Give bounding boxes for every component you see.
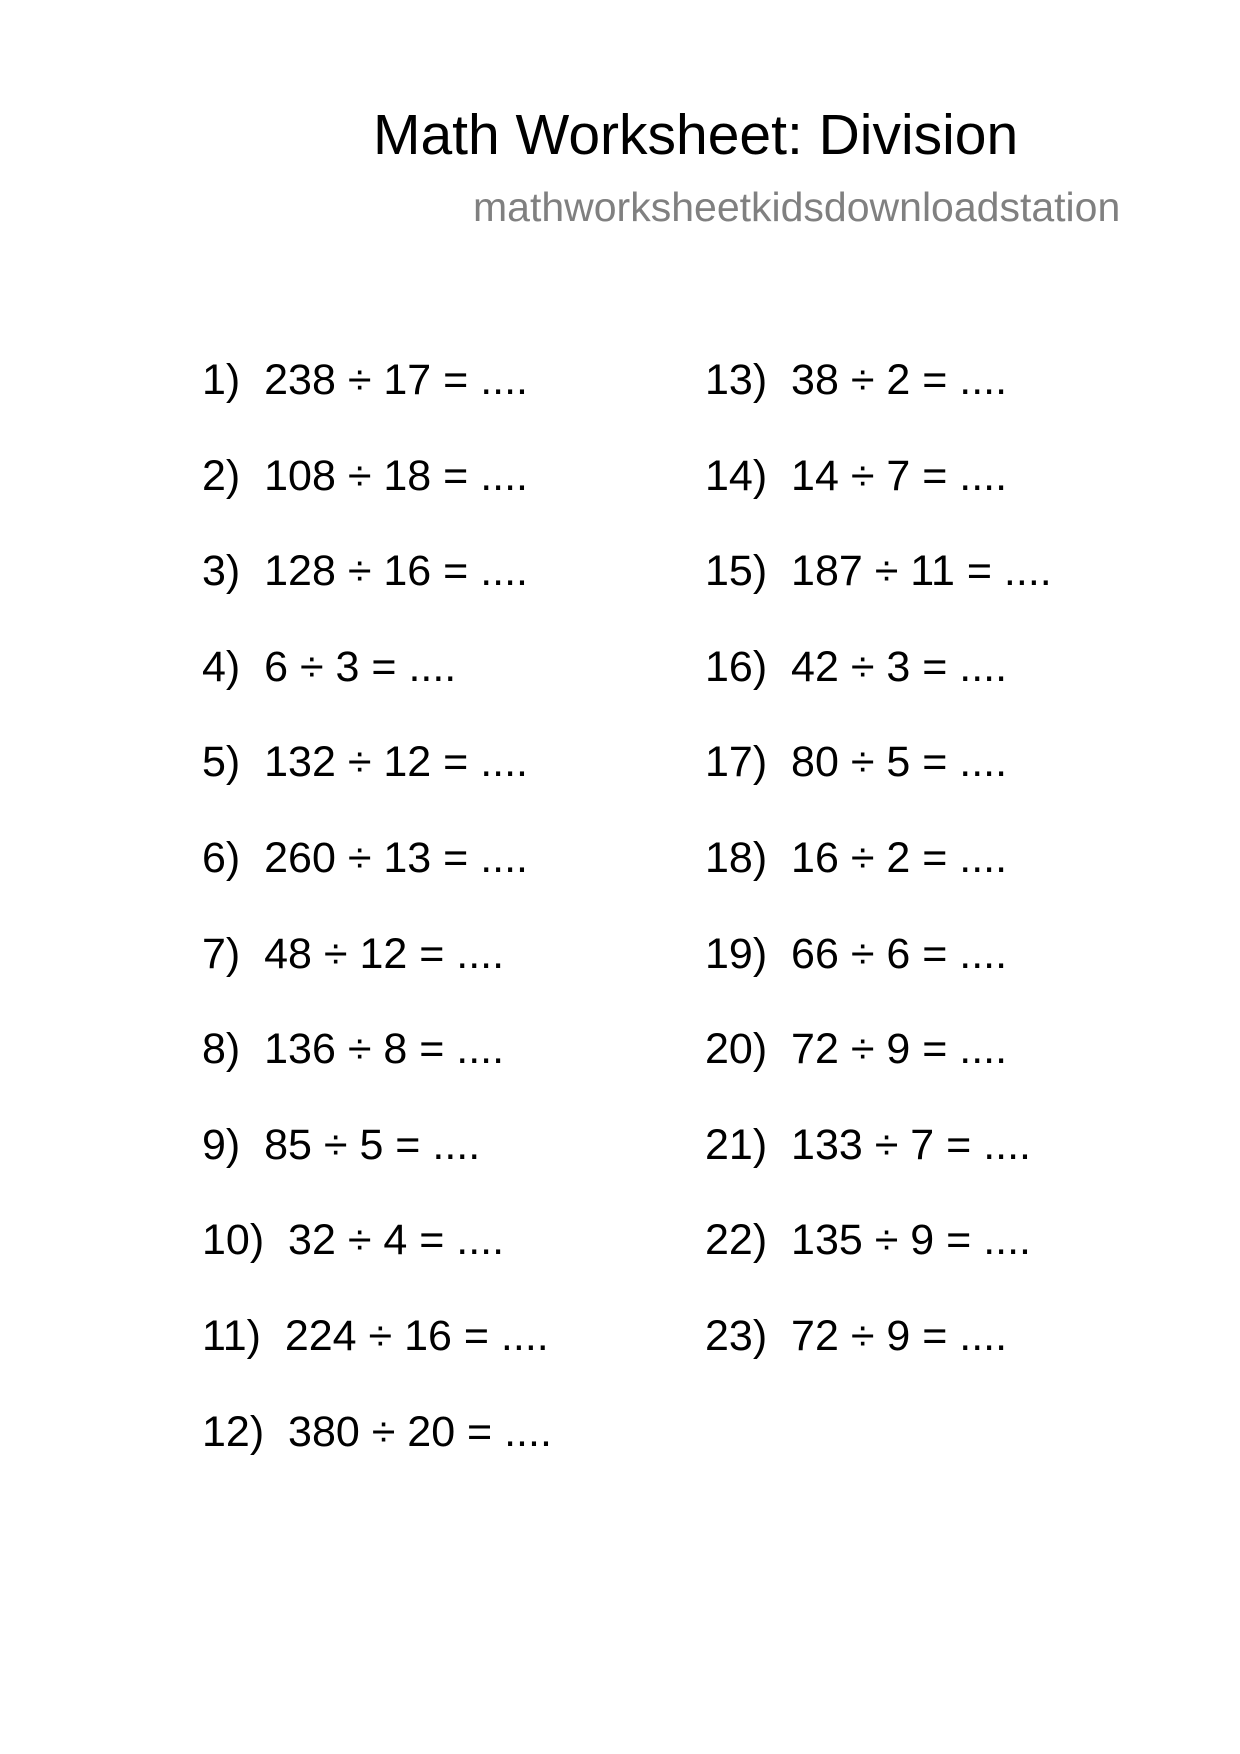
problem: 12) 380 ÷ 20 = .... bbox=[202, 1407, 552, 1456]
problem: 18) 16 ÷ 2 = .... bbox=[705, 833, 1008, 882]
problem: 9) 85 ÷ 5 = .... bbox=[202, 1120, 481, 1169]
problem: 21) 133 ÷ 7 = .... bbox=[705, 1120, 1031, 1169]
problem: 23) 72 ÷ 9 = .... bbox=[705, 1311, 1008, 1360]
problem: 7) 48 ÷ 12 = .... bbox=[202, 929, 505, 978]
problem: 3) 128 ÷ 16 = .... bbox=[202, 547, 528, 596]
problem: 10) 32 ÷ 4 = .... bbox=[202, 1216, 505, 1265]
problem: 17) 80 ÷ 5 = .... bbox=[705, 738, 1008, 787]
problem: 13) 38 ÷ 2 = .... bbox=[705, 356, 1008, 404]
problem: 4) 6 ÷ 3 = .... bbox=[202, 642, 457, 691]
problem: 20) 72 ÷ 9 = .... bbox=[705, 1025, 1008, 1074]
page-title: Math Worksheet: Division bbox=[373, 103, 1019, 167]
problem: 15) 187 ÷ 11 = .... bbox=[705, 547, 1052, 596]
problem: 6) 260 ÷ 13 = .... bbox=[202, 833, 528, 882]
problem: 19) 66 ÷ 6 = .... bbox=[705, 929, 1008, 978]
site-watermark: mathworksheetkidsdownloadstation bbox=[473, 184, 1121, 230]
problem: 8) 136 ÷ 8 = .... bbox=[202, 1025, 505, 1074]
problem: 22) 135 ÷ 9 = .... bbox=[705, 1216, 1031, 1265]
problem: 14) 14 ÷ 7 = .... bbox=[705, 451, 1008, 500]
problem: 1) 238 ÷ 17 = .... bbox=[202, 356, 528, 404]
problem: 16) 42 ÷ 3 = .... bbox=[705, 642, 1008, 691]
problem-column-left bbox=[202, 352, 552, 1499]
problem: 5) 132 ÷ 12 = .... bbox=[202, 738, 528, 787]
problem: 2) 108 ÷ 18 = .... bbox=[202, 451, 528, 500]
problem-column-right bbox=[705, 352, 1052, 1404]
problem: 11) 224 ÷ 16 = .... bbox=[202, 1311, 549, 1360]
